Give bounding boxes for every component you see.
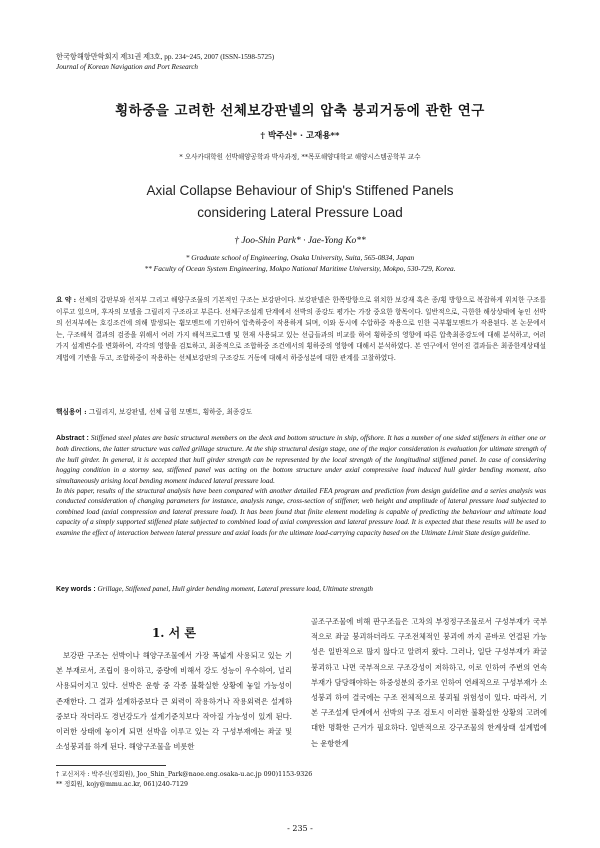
english-affiliation	[0, 252, 600, 274]
page-number: - 235 -	[287, 824, 313, 833]
english-keywords-text: Grillage, Stiffened panel, Hull girder bending moment, Lateral pressure load, Ultimate strength	[97, 585, 373, 593]
korean-abstract-label: 요 약 :	[56, 296, 77, 304]
body-left-column: 보강판 구조는 선박이나 해양구조물에서 가장 폭넓게 사용되고 있는 기본 부재로서, 조립이 용이하고, 중량에 비해서 강도 성능이 우수하여, 널리 사용되어지고 있다. 선박은 운항 중 각종 불확실한 상황에 놓일 가능성이 존재한다. 그 결과 설계하중보다 큰 외력이 작용하거나 작용외력은 설계하중보다 작더라도 경년강도가 설계기준치보다 작아질 가능성이 있게 된다. 이러한 상태에 놓이게 되면 선박을 이루고 있는 각 구성부재에는 좌굴 및 소성붕괴를 하게 된다. 해양구조물을 비롯한	[56, 651, 292, 752]
english-abstract-label: Abstract :	[56, 435, 89, 442]
english-title	[0, 180, 600, 224]
english-abstract-text: Stiffened steel plates are basic structural members on the deck and bottom structure in ship, offshore. It has a number of one sided stiffeners in either one or both directions, the latter structure was called grillage structure. At the ship structural design stage, one of the major consideration is evaluation for ultimate strength of the hull girder. In general, it is accepted that hull girder strength can be represented by the local strength of the longitudinal stiffened panel. In case of considering hogging condition in a stormy sea, stiffened panel was acting on the bottom structure under axial compressive load induced hull girder bending moment, also simultaneously arising local bending moment induced lateral pressure load.	[56, 434, 546, 485]
english-affiliation-line1: * Graduate school of Engineering, Osaka University, Suita, 565-0834, Japan	[185, 253, 415, 262]
footnotes	[56, 770, 312, 790]
english-title-line1: Axial Collapse Behaviour of Ship's Stiffened Panels	[146, 183, 454, 198]
journal-citation: 한국항해항만학회지 제31권 제3호, pp. 234~245, 2007 (ISSN-1598-5725)	[56, 53, 275, 61]
english-abstract-text-2: In this paper, results of the structural analysis have been compared with another detailed FEA program and prediction from design guideline and a series analysis was conducted consideration of changing parameters for instance, analysis range, cross-section of stiffener, web height and amplitude of lateral pressure load subjected to combined load (axial compression and lateral pressure load). It has been found that finite element modeling is capable of predicting the behaviour and ultimate load capacity of a simply supported stiffened plate subjected to combined load of axial compression and lateral pressure load. It is expected that these results will be used to examine the effect of interaction between lateral pressure and axial loads for the ultimate load-carrying capacity based on the Ultimate Limit State design guideline.	[56, 487, 546, 537]
korean-abstract-text: 선체의 갑판부와 선저부 그리고 해양구조물의 기본적인 구조는 보강판이다. 보강판넬은 한쪽방향으로 위치한 보강재 혹은 종/횡 방향으로 복잡하게 위치한 구조를 이루고 있으며, 후자의 모델을 그릴리지 구조라고 부른다. 선체구조설계 단계에서 선박의 종강도 평가는 가장 중요한 항목이다. 일반적으로, 극한한 해상상태에 놓인 선박의 선저부에는 호깅조건에 의해 발생되는 휨모멘트에 기인하여 압축하중이 작용하게 되며, 이와 동시에 수압하중 작용으로 인한 국부휨모멘트가 작용된다. 본 논문에서는, 구조해석 결과의 검증을 위해서 여러 가지 해석프로그램 및 현재 사용되고 있는 선급들과의 비교를 하여 횡하중의 영향에 따른 압축최종강도에 대해 분석하고, 여러 가지 설계변수를 변화하여, 각각의 영향을 검토하고, 최종적으로 조합하중 조건에서의 횡하중의 영향에 대해서 분석하였다. 본 연구에서 얻어진 결과들은 최종한계상태설계법에 기반을 두고, 조합하중이 작용하는 선체보강판의 구조강도 거동에 대해서 하중성분에 대한 관계를 고찰하였다.	[56, 296, 546, 362]
korean-keywords-text: 그릴리지, 보강판넬, 선체 굽힘 모멘트, 횡하중, 최종강도	[88, 408, 253, 416]
korean-keywords	[56, 406, 546, 416]
korean-abstract	[56, 295, 546, 365]
footnote-divider	[56, 765, 166, 766]
journal-header	[56, 52, 274, 72]
footnote-coauthor: ** 정회원, kojy@mmu.ac.kr, 061)240-7129	[56, 781, 189, 788]
english-title-line2: considering Lateral Pressure Load	[197, 205, 403, 220]
body-right-column: 골조구조물에 비해 판구조들은 고차의 부정정구조물로서 구성부재가 국부적으로 좌굴 붕괴하더라도 구조전체적인 붕괴에 까지 곧바로 연결된 가능성은 일반적으로 많지 않다고 알려져 왔다. 그러나, 일단 구성부재가 좌굴 붕괴하고 나면 국부적으로 구조강성이 저하하고, 이로 인하여 주변의 연속부재가 담당해야하는 하중성분의 증가로 인하여 연쇄적으로 구성부재가 소성붕괴 하여 결국에는 구조 전체적으로 붕괴될 위험성이 있다. 따라서, 기본 구조설계 단계에서 선박의 구조 검토시 이러한 불확실한 상황의 고려에 대한 명확한 근거가 필요하다. 일반적으로 강구조물의 한계상태 설계법에는 운항한계	[311, 617, 547, 748]
english-affiliation-line2: ** Faculty of Ocean System Engineering, Mokpo National Maritime University, Mokpo, 530-729, Korea.	[144, 264, 456, 273]
journal-english-name: Journal of Korean Navigation and Port Research	[56, 63, 199, 71]
english-keywords-label: Key words :	[56, 586, 96, 593]
english-authors: † Joo-Shin Park* · Jae-Yong Ko**	[234, 236, 366, 246]
footnote-corresponding-author: † 교신저자 : 박주신(정회원), Joo_Shin_Park@naoe.eng.osaka-u.ac.jp 090)1153-9326	[56, 771, 313, 778]
section-title-introduction: 1. 서 론	[151, 626, 197, 640]
english-keywords	[56, 585, 546, 593]
korean-authors: † 박주신* · 고재용**	[260, 131, 340, 141]
korean-keywords-label: 핵심용어 :	[56, 408, 87, 416]
korean-affiliation: * 오사카대학원 선박해양공학과 박사과정, **목포해양대학교 해양시스템공학부 교수	[179, 153, 421, 161]
korean-title: 횡하중을 고려한 선체보강판넬의 압축 붕괴거동에 관한 연구	[115, 103, 485, 119]
english-abstract	[56, 433, 546, 538]
